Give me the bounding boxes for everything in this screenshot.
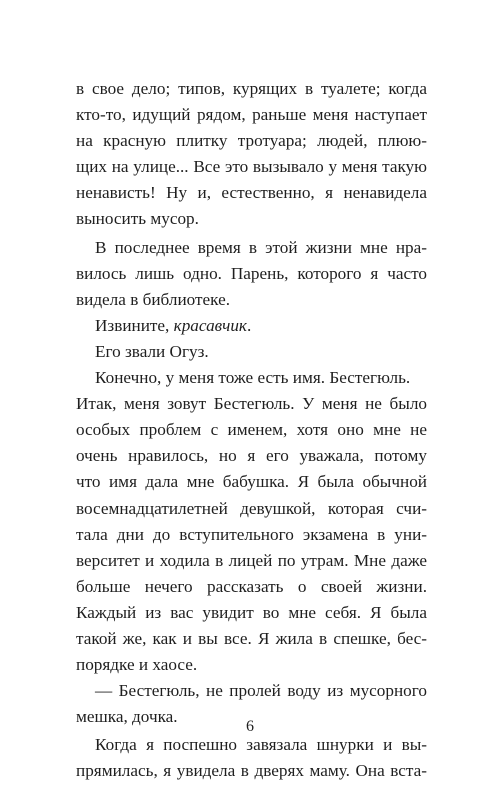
- page-number: 6: [246, 718, 254, 735]
- text-line: особых проблем с именем, хотя оно мне не: [76, 420, 427, 440]
- text-line: тала дни до вступительного экзамена в уни-: [76, 524, 427, 544]
- text-line: такой же, как и вы все. Я жила в спешке, бес-: [76, 628, 427, 648]
- text-line: в свое дело; типов, курящих в туалете; когда: [76, 79, 427, 98]
- text-line: прямилась, я увидела в дверях маму. Она вста-: [76, 761, 427, 781]
- text-line: мешка, дочка.: [76, 707, 178, 727]
- text-line: Когда я поспешно завязала шнурки и вы-: [95, 735, 427, 755]
- text-line: видела в библиотеке.: [76, 289, 230, 309]
- text-line: выносить мусор.: [76, 209, 199, 229]
- text-line: Каждый из вас увидит во мне себя. Я была: [76, 602, 427, 622]
- emphasized-word: красавчик: [173, 315, 247, 335]
- text-fragment: .: [246, 315, 252, 335]
- text-line: порядке и хаосе.: [76, 655, 198, 675]
- text-line: вилось лишь одно. Парень, которого я часто: [76, 263, 427, 283]
- text-line: кто-то, идущий рядом, раньше меня наступает: [76, 105, 427, 125]
- text-line: щих на улице... Все это вызывало у меня такую: [76, 157, 427, 177]
- text-line: В последнее время в этой жизни мне нра-: [95, 237, 427, 257]
- text-line: очень нравилось, но я его уважала, потому: [76, 446, 427, 466]
- text-line: восемнадцатилетней девушкой, которая счи-: [76, 498, 427, 518]
- text-line: что имя дала мне бабушка. Я была обычной: [76, 472, 427, 492]
- text-line: Конечно, у меня тоже есть имя. Бестегюль.: [95, 368, 411, 388]
- dialogue-line: — Бестегюль, не пролей воду из мусорного: [95, 681, 427, 701]
- text-line: Итак, меня зовут Бестегюль. У меня не было: [76, 394, 427, 414]
- text-line: больше нечего рассказать о своей жизни.: [76, 576, 427, 596]
- text-line: на красную плитку тротуара; людей, плюю-: [76, 131, 427, 151]
- text-line: ненависть! Ну и, естественно, я ненавидела: [76, 183, 427, 203]
- page-text: [76, 76, 427, 785]
- text-line: Его звали Огуз.: [95, 341, 209, 361]
- text-line: верситет и ходила в лицей по утрам. Мне даже: [76, 550, 427, 570]
- text-line-with-emphasis: [76, 313, 427, 339]
- text-fragment: Извините,: [95, 315, 174, 335]
